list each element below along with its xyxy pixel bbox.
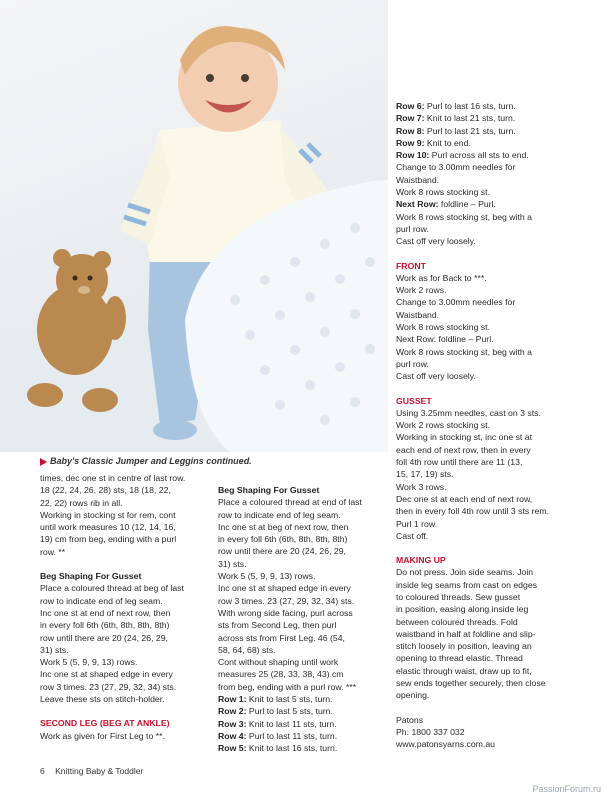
text-line: waistband in half at foldline and slip- <box>396 628 536 639</box>
text-line: Cast off very loosely. <box>396 236 476 247</box>
section-heading: FRONT <box>396 260 426 271</box>
text-line: Work 3 rows. <box>396 481 447 492</box>
text-line: 15, 17, 19) sts. <box>396 469 454 480</box>
text-line: row 3 times. 23 (27, 29, 32, 34) sts. <box>40 681 177 692</box>
row-instruction: Row 5: Knit to last 16 sts, turn. <box>218 743 338 754</box>
text-line: Work 2 rows. <box>396 285 447 296</box>
text-line: Work as given for First Leg to **. <box>40 730 165 741</box>
row-instruction: Row 6: Purl to last 16 sts, turn. <box>396 101 516 111</box>
contact-phone: Ph: 1800 337 032 <box>396 726 465 737</box>
text-line: stitch loosely in position, leaving an <box>396 641 532 652</box>
text-line: Work 5 (5, 9, 9, 13) rows. <box>218 571 316 582</box>
text-line: Cast off. <box>396 530 429 541</box>
text-line: row 3 times. 23 (27, 29, 32, 34) sts. <box>218 595 355 606</box>
text-line: Waistband. <box>396 309 440 320</box>
text-line: to coloured threads. Sew gusset <box>396 591 521 602</box>
text-line: then in every foll 4th row until 3 sts rem. <box>396 506 550 517</box>
text-line: 19) cm from beg, ending with a purl <box>40 534 177 545</box>
text-line: Inc one st at end of next row, then <box>40 607 171 618</box>
section-heading: SECOND LEG (BEG AT ANKLE) <box>40 718 170 729</box>
text-line: Inc one st at shaped edge in every <box>40 669 173 680</box>
section-heading: GUSSET <box>396 395 432 406</box>
column-2 <box>218 484 390 755</box>
row-instruction: Row 9: Knit to end. <box>396 137 471 148</box>
text-line: in position, easing along inside leg <box>396 604 529 615</box>
text-line: between coloured threads. Fold <box>396 616 518 627</box>
text-line: Leave these sts on stitch-holder. <box>40 694 165 705</box>
text-line: across sts from First Leg. 46 (54, <box>218 632 345 643</box>
text-line: 31) sts. <box>218 558 247 569</box>
text-line: elastic through waist, draw up to fit, <box>396 665 532 676</box>
text-line: Dec one st at each end of next row, <box>396 493 533 504</box>
text-line: Place a coloured thread at end of last <box>218 497 362 508</box>
text-line: row until there are 20 (24, 26, 29, <box>40 632 168 643</box>
photo-caption: Baby's Classic Jumper and Leggins continued. <box>40 456 390 466</box>
publication-title: Knitting Baby & Toddler <box>55 766 144 776</box>
text-line: times, dec one st in centre of last row. <box>40 473 186 483</box>
row-instruction: Row 4: Purl to last 11 sts, turn. <box>218 730 338 741</box>
text-line: Place a coloured thread at beg of last <box>40 583 184 594</box>
text-line: sts from Second Leg, then purl <box>218 620 337 631</box>
section-heading: Beg Shaping For Gusset <box>40 571 142 582</box>
section-heading: Beg Shaping For Gusset <box>218 485 320 495</box>
text-line: each end of next row, then in every <box>396 444 531 455</box>
row-instruction: Row 2: Purl to last 5 sts, turn. <box>218 706 333 717</box>
text-line: Work 2 rows stocking st. <box>396 420 490 431</box>
text-line: measures 25 (28, 33, 38, 43) cm <box>218 669 344 680</box>
text-line: Do not press. Join side seams. Join <box>396 567 534 578</box>
row-instruction: Next Row: foldline – Purl. <box>396 199 496 210</box>
text-line: from beg, ending with a purl row. *** <box>218 681 357 692</box>
text-line: row. ** <box>40 546 66 557</box>
row-instruction: Row 3: Knit to last 11 sts, turn. <box>218 718 337 729</box>
row-instruction: Row 1: Knit to last 5 sts, turn. <box>218 694 333 705</box>
text-line: 31) sts. <box>40 644 69 655</box>
text-line: Next Row: foldline – Purl. <box>396 334 494 345</box>
text-line: Change to 3.00mm needles for <box>396 297 516 308</box>
text-line: Work 5 (5, 9, 9, 13) rows. <box>40 657 138 668</box>
text-line: 58, 64, 68) sts. <box>218 644 276 655</box>
baby-head <box>178 26 285 132</box>
column-1 <box>40 472 212 742</box>
text-line: Cont without shaping until work <box>218 657 339 668</box>
text-line: row to indicate end of leg seam. <box>218 509 341 520</box>
text-line: Work 8 rows stocking st, beg with a <box>396 211 532 222</box>
text-line: Work 8 rows stocking st. <box>396 187 490 198</box>
text-line: 18 (22, 24, 26, 28) sts, 18 (18, 22, <box>40 485 171 496</box>
page-footer <box>40 766 143 776</box>
text-line: foll 4th row until there are 11 (13, <box>396 457 523 468</box>
text-line: row to indicate end of leg seam. <box>40 595 163 606</box>
text-line: Change to 3.00mm needles for <box>396 162 516 173</box>
text-line: sew ends together securely, then close <box>396 678 546 689</box>
text-line: Inc one st at shaped edge in every <box>218 583 351 594</box>
watermark: PassionForum.ru <box>532 784 601 794</box>
page-number: 6 <box>40 766 45 776</box>
contact-name: Patons <box>396 714 424 725</box>
text-line: 22, 22) rows rib in all. <box>40 497 123 508</box>
baby-photo <box>0 0 388 452</box>
text-line: Work as for Back to ***. <box>396 272 487 283</box>
text-line: Work 8 rows stocking st. <box>396 322 490 333</box>
text-line: Purl 1 row. <box>396 518 438 529</box>
text-line: opening. <box>396 690 430 701</box>
text-line: Inc one st at beg of next row, then <box>218 521 349 532</box>
text-line: until work measures 10 (12, 14, 16, <box>40 522 176 533</box>
row-instruction: Row 10: Purl across all sts to end. <box>396 150 529 161</box>
section-heading: MAKING UP <box>396 555 446 566</box>
row-instruction: Row 8: Purl to last 21 sts, turn. <box>396 125 516 136</box>
column-3 <box>396 100 586 751</box>
text-line: Using 3.25mm needles, cast on 3 sts. <box>396 407 541 418</box>
text-line: Work 8 rows stocking st, beg with a <box>396 346 532 357</box>
text-line: opening to thread elastic. Thread <box>396 653 523 664</box>
text-line: inside leg seams from cast on edges <box>396 579 538 590</box>
text-line: Waistband. <box>396 174 440 185</box>
contact-website[interactable]: www.patonsyarns.com.au <box>396 739 495 750</box>
text-line: in every foll 6th (6th, 8th, 8th, 8th) <box>40 620 170 631</box>
text-line: row until there are 20 (24, 26, 29, <box>218 546 346 557</box>
row-instruction: Row 7: Knit to last 21 sts, turn. <box>396 113 516 124</box>
text-line: purl row. <box>396 358 429 369</box>
baby-illustration <box>0 0 388 452</box>
text-line: With wrong side facing, purl across <box>218 607 353 618</box>
text-line: Working in stocking st, inc one st at <box>396 432 533 443</box>
text-line: Working in stocking st for rem, cont <box>40 509 176 520</box>
text-line: purl row. <box>396 223 429 234</box>
text-line: in every foll 6th (6th, 8th, 8th, 8th) <box>218 534 348 545</box>
text-line: Cast off very loosely. <box>396 371 476 382</box>
